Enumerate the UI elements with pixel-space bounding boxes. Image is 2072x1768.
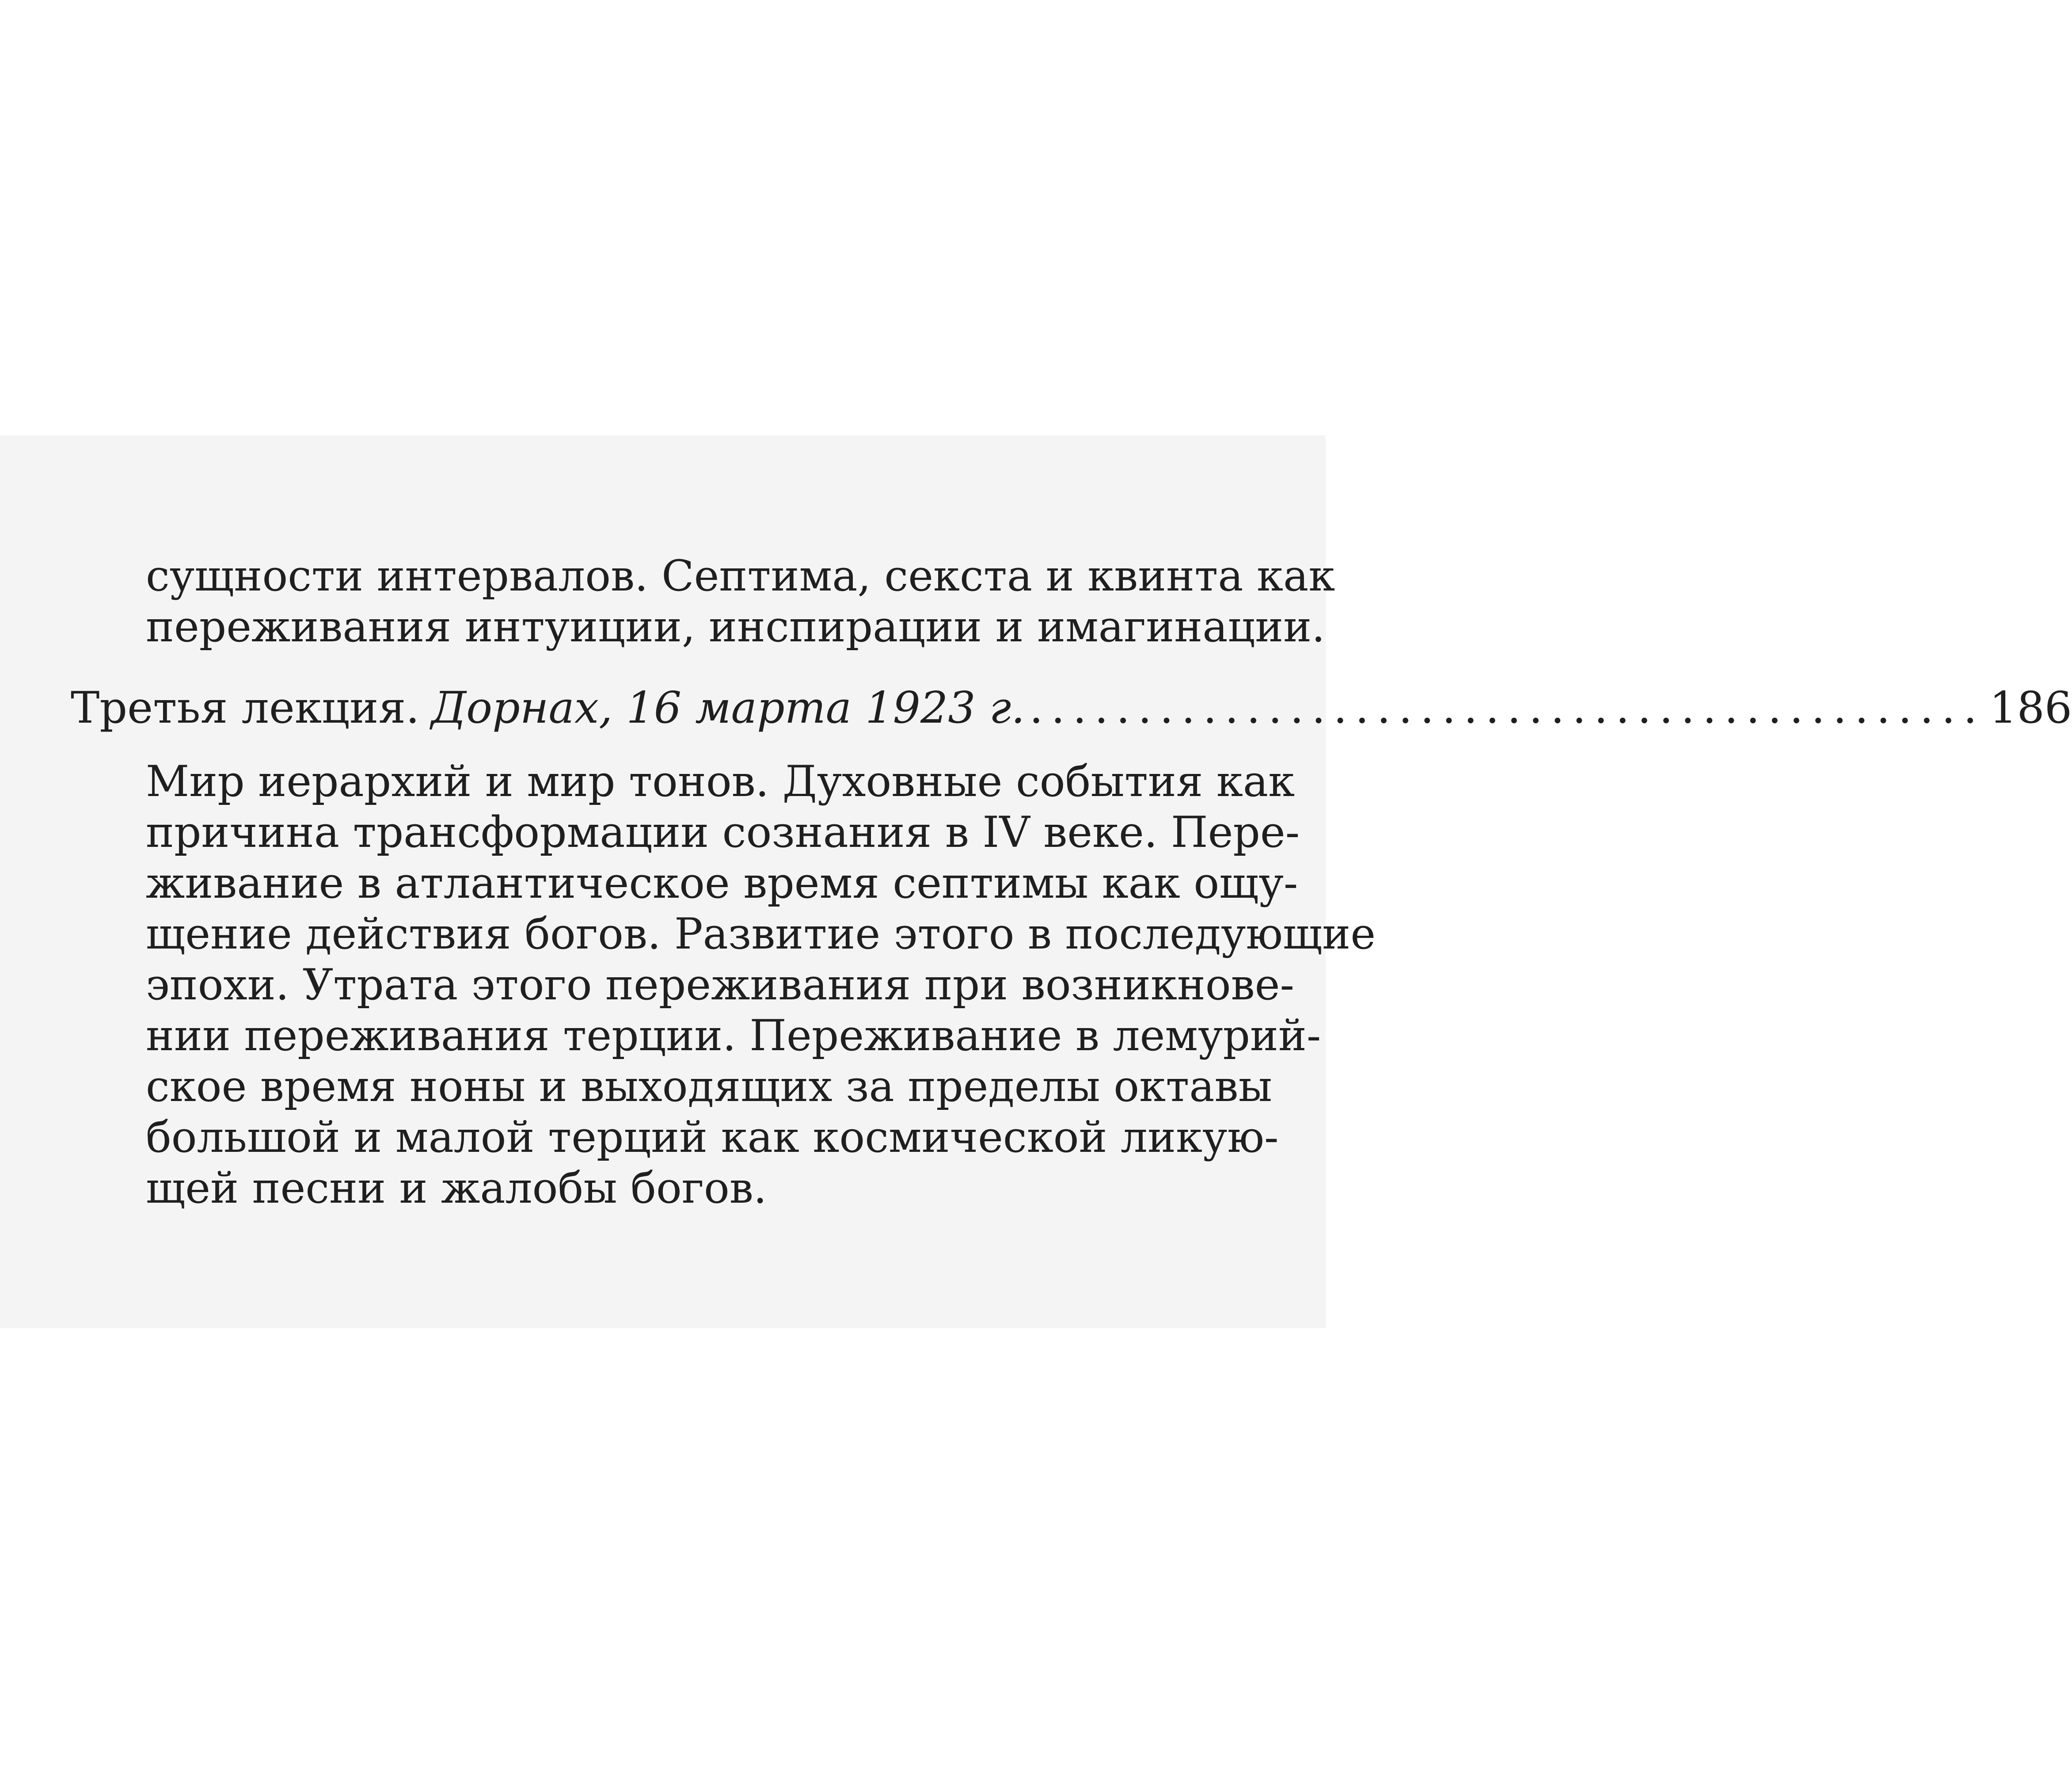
summary-line-1: Мир иерархий и мир тонов. Духовные события как	[146, 757, 1295, 806]
lecture-place-date: Дорнах, 16 марта 1923 г.	[431, 683, 1025, 733]
page-number: 186	[1989, 683, 2072, 733]
lecture-title: Третья лекция.	[71, 683, 420, 733]
summary-line-3: живание в атлантическое время септимы как ощу-	[146, 858, 1298, 908]
previous-summary-line-1: сущности интервалов. Септима, секста и квинта как	[146, 551, 1335, 601]
summary-line-6: нии переживания терции. Переживание в лемурий-	[146, 1011, 1321, 1060]
summary-line-2: причина трансформации сознания в IV веке. Пере-	[146, 808, 1300, 857]
lecture-entry	[71, 683, 2072, 733]
summary-line-9: щей песни и жалобы богов.	[146, 1163, 767, 1213]
summary-line-5: эпохи. Утрата этого переживания при возникнове-	[146, 960, 1294, 1010]
previous-summary-line-2: переживания интуиции, инспирации и имагинации.	[146, 602, 1325, 652]
dot-leaders: ............................................	[1029, 683, 1985, 733]
summary-line-4: щение действия богов. Развитие этого в последующие	[146, 909, 1376, 959]
summary-line-7: ское время ноны и выходящих за пределы октавы	[146, 1062, 1272, 1111]
summary-line-8: большой и малой терций как космической ликую-	[146, 1113, 1279, 1162]
